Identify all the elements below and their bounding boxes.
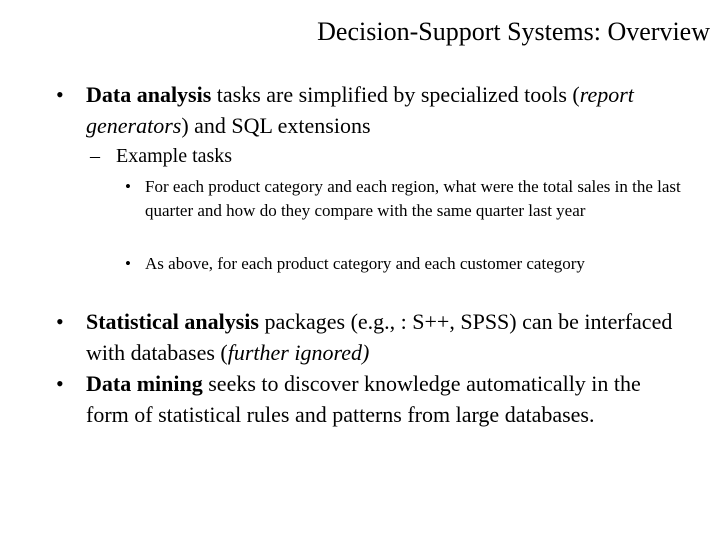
bullet-statistical-analysis bbox=[56, 306, 686, 368]
bullet-body-tail: ) and SQL extensions bbox=[181, 113, 371, 138]
bullet-emphasis: report generators bbox=[86, 82, 634, 138]
example-task-1 bbox=[125, 175, 690, 223]
bullet-marker: • bbox=[56, 371, 64, 396]
bullet-term: Data analysis bbox=[86, 82, 212, 107]
subitem-example-tasks bbox=[90, 142, 232, 170]
bullet-text bbox=[86, 368, 686, 430]
bullet-marker: • bbox=[56, 309, 64, 334]
bullet-data-mining bbox=[56, 368, 686, 430]
bullet-body: tasks are simplified by specialized tools ( bbox=[211, 82, 580, 107]
bullet-text bbox=[86, 306, 686, 368]
example-task-2 bbox=[125, 252, 690, 276]
bullet-text bbox=[86, 79, 686, 141]
bullet-body: packages (e.g., : S++, SPSS) can be interfaced with databases ( bbox=[86, 309, 673, 365]
example-task-text: As above, for each product category and each customer category bbox=[145, 254, 585, 273]
example-task-text: For each product category and each region, what were the total sales in the last quarter and how do they compare with the same quarter last year bbox=[145, 177, 681, 220]
bullet-term: Statistical analysis bbox=[86, 309, 259, 334]
bullet-term: Data mining bbox=[86, 371, 203, 396]
bullet-body: seeks to discover knowledge automatically in the form of statistical rules and patterns from large databases. bbox=[86, 371, 641, 427]
bullet-marker: • bbox=[125, 177, 131, 196]
bullet-data-analysis bbox=[56, 79, 686, 141]
bullet-marker: • bbox=[125, 254, 131, 273]
subitem-text: Example tasks bbox=[116, 145, 233, 167]
dash-marker: – bbox=[90, 145, 100, 167]
bullet-emphasis: further ignored) bbox=[227, 340, 370, 365]
slide-title: Decision-Support Systems: Overview bbox=[317, 17, 710, 46]
bullet-marker: • bbox=[56, 82, 64, 107]
